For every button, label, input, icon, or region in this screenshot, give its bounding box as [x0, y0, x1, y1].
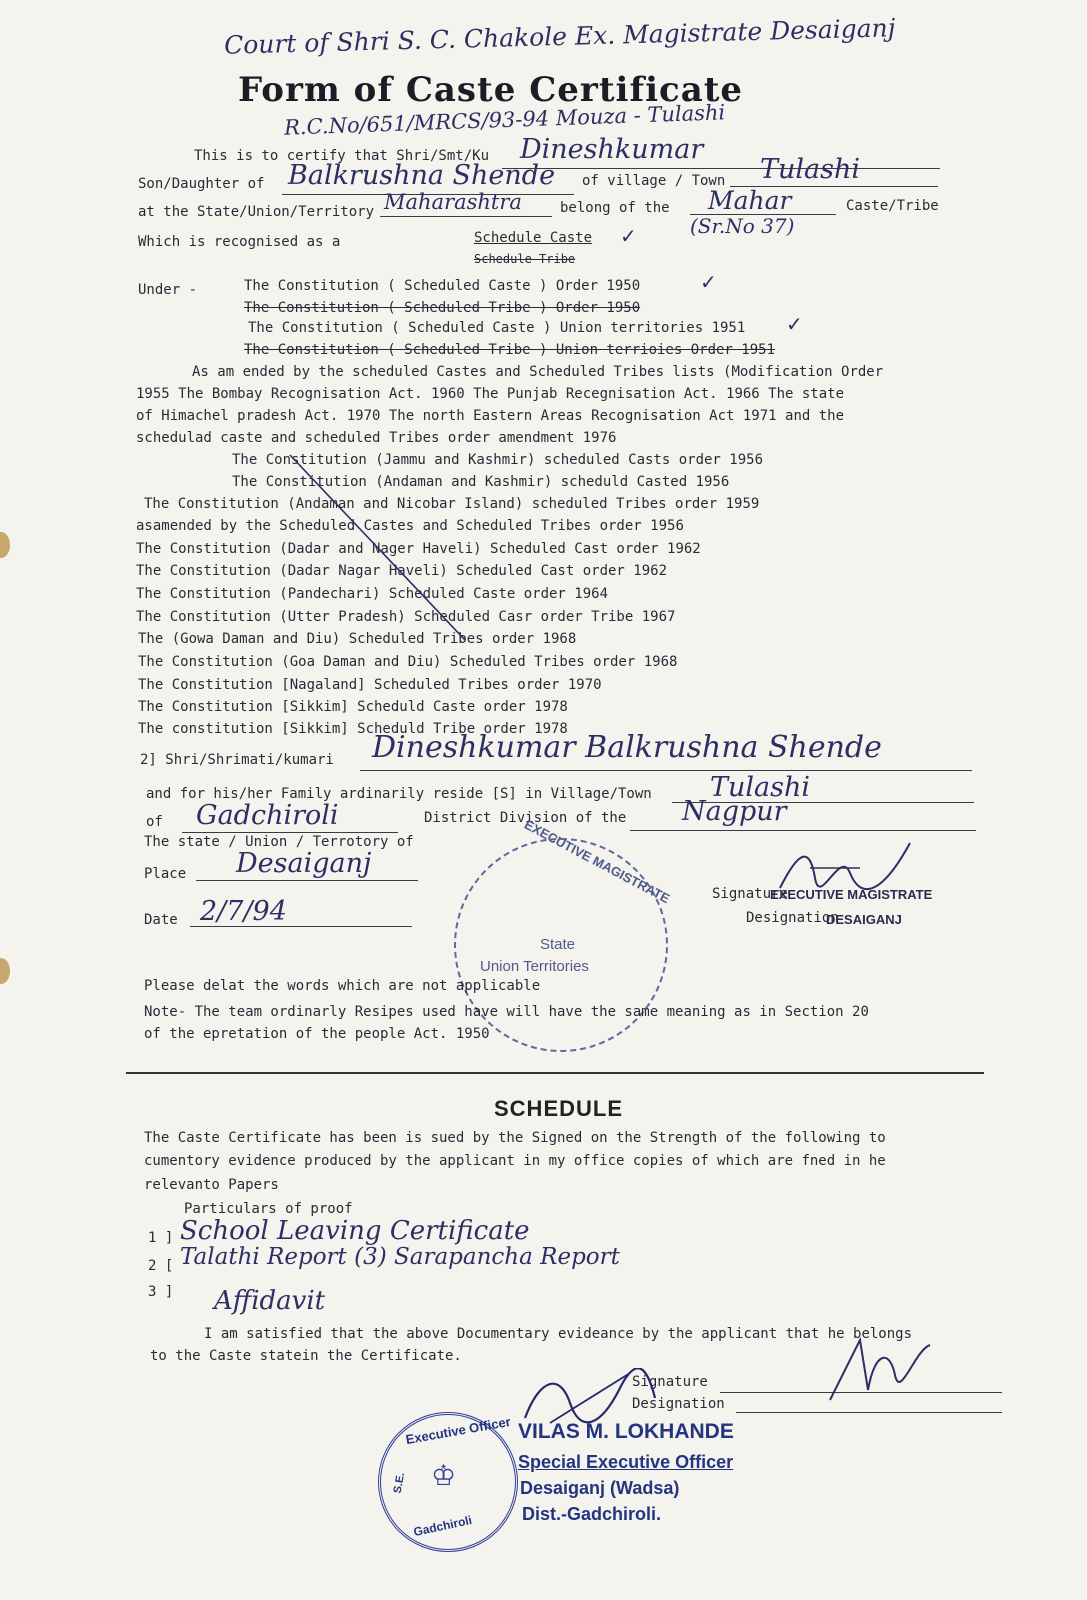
officer-name: VILAS M. LOKHANDE: [518, 1420, 734, 1443]
schedule-tribe-struck: Schedule Tribe: [474, 252, 576, 266]
signature-label: Signature: [712, 886, 788, 902]
schedule-para: The Caste Certificate has been is sued by the Signed on the Strength of the following to: [144, 1130, 886, 1146]
caste-value: Mahar: [708, 186, 792, 215]
place-label: Place: [144, 866, 187, 882]
officer-place: Desaiganj (Wadsa): [520, 1478, 680, 1498]
signature-label: Signature: [632, 1374, 708, 1390]
divider: [126, 1072, 984, 1074]
state-territory-label: The state / Union / Terrotory of: [144, 834, 414, 850]
schedule-para: relevanto Papers: [144, 1177, 279, 1193]
order-tribe-1950-struck: The Constitution ( Scheduled Tribe ) Order 1950: [244, 300, 641, 316]
certify-label: This is to certify that Shri/Smt/Ku: [194, 148, 490, 164]
seal-bottom-text: Gadchiroli: [412, 1512, 474, 1540]
reside-village: Tulashi: [710, 772, 811, 803]
proof-number: 2 [: [148, 1258, 174, 1274]
applicant-name: Dineshkumar: [520, 134, 704, 165]
punch-hole: [0, 958, 10, 984]
designation-label: Designation: [632, 1396, 725, 1412]
order-union-1951: The Constitution ( Scheduled Caste ) Union territories 1951: [248, 320, 746, 336]
order-item: The Constitution (Jammu and Kashmir) scheduled Casts order 1956: [232, 452, 764, 468]
fullname-value: Dineshkumar Balkrushna Shende: [372, 730, 882, 765]
proof-number: 3 ]: [148, 1284, 174, 1300]
order-item: The Constitution [Sikkim] Scheduld Caste order 1978: [138, 699, 568, 715]
division-line: [630, 830, 976, 831]
proof-number: 1 ]: [148, 1230, 174, 1246]
check-mark-icon: ✓: [700, 270, 717, 294]
amended-line: As am ended by the scheduled Castes and Scheduled Tribes lists (Modification Order: [192, 364, 884, 380]
under-label: Under -: [138, 282, 198, 298]
division-label: District Division of the: [424, 810, 627, 826]
amended-line: 1955 The Bombay Recognisation Act. 1960 The Punjab Recegnisation Act. 1966 The state: [136, 386, 845, 402]
proof-item: Talathi Report (3) Sarapancha Report: [180, 1244, 620, 1270]
order-item: The Constitution (Pandechari) Scheduled Caste order 1964: [136, 586, 609, 602]
place-line: [196, 880, 418, 881]
order-item: The Constitution (Dadar Nagar Haveli) Scheduled Cast order 1962: [136, 563, 668, 579]
note-line: Note- The team ordinarly Resipes used have will have the same meaning as in Section 20: [144, 1004, 869, 1020]
caste-code: (Sr.No 37): [690, 214, 795, 238]
proof-item: School Leaving Certificate: [180, 1216, 530, 1246]
state-value: Maharashtra: [384, 190, 522, 214]
order-tribe-union-struck: The Constitution ( Scheduled Tribe ) Union terrioies Order 1951: [244, 342, 776, 358]
belong-label: belong of the: [560, 200, 670, 216]
name-line: [502, 168, 940, 169]
village-value: Tulashi: [760, 154, 861, 185]
amended-line: of Himachel pradesh Act. 1970 The north Eastern Areas Recognisation Act 1971 and the: [136, 408, 845, 424]
satisfied-text: to the Caste statein the Certificate.: [150, 1348, 462, 1364]
seal-side-text: S.E.: [391, 1471, 408, 1495]
parent-label: Son/Daughter of: [138, 176, 265, 192]
date-value: 2/7/94: [200, 896, 287, 927]
delete-note: Please delat the words which are not applicable: [144, 978, 541, 994]
pen-stroke-icon: [280, 450, 480, 650]
officer-seal: [378, 1412, 518, 1552]
designation-line: [736, 1412, 1002, 1413]
of-label: of: [146, 814, 163, 830]
proof-item: Affidavit: [214, 1286, 326, 1316]
district-line: [182, 832, 398, 833]
order-item: The Constitution [Nagaland] Scheduled Tribes order 1970: [138, 677, 602, 693]
check-mark-icon: ✓: [620, 224, 637, 248]
order-item: asamended by the Scheduled Castes and Scheduled Tribes order 1956: [136, 518, 684, 534]
check-mark-icon: ✓: [786, 312, 803, 336]
reside-label: and for his/her Family ardinarily reside [S] in Village/Town: [146, 786, 652, 802]
document-title: Form of Caste Certificate: [238, 70, 744, 110]
order-item: The Constitution (Goa Daman and Diu) Scheduled Tribes order 1968: [138, 654, 678, 670]
parent-name: Balkrushna Shende: [288, 160, 556, 191]
order-item: The Constitution (Utter Pradesh) Scheduled Casr order Tribe 1967: [136, 609, 676, 625]
punch-hole: [0, 532, 10, 558]
order-item: The Constitution (Dadar and Nager Haveli) Scheduled Cast order 1962: [136, 541, 701, 557]
schedule-title: SCHEDULE: [494, 1096, 624, 1121]
state-line: [380, 216, 552, 217]
particulars-label: Particulars of proof: [184, 1201, 353, 1217]
note-line: of the epretation of the people Act. 1950: [144, 1026, 490, 1042]
magistrate-signature-icon: [820, 1330, 940, 1410]
reference-line: R.C.No/651/MRCS/93-94 Mouza - Tulashi: [283, 100, 726, 140]
seal-union: Union Territories: [480, 958, 589, 975]
seal-arc-text: EXECUTIVE MAGISTRATE: [521, 816, 673, 907]
district-value: Gadchiroli: [196, 800, 339, 831]
order-item: The Constitution (Andaman and Kashmir) scheduld Casted 1956: [232, 474, 730, 490]
schedule-caste: Schedule Caste: [474, 230, 593, 246]
court-line: Court of Shri S. C. Chakole Ex. Magistrate Desaiganj: [223, 13, 896, 60]
recognised-label: Which is recognised as a: [138, 234, 341, 250]
division-value: Nagpur: [682, 796, 787, 827]
satisfied-text: I am satisfied that the above Documentary evideance by the applicant that he belongs: [204, 1326, 913, 1342]
order-1950: The Constitution ( Scheduled Caste ) Order 1950: [244, 278, 641, 294]
officer-title: Special Executive Officer: [518, 1452, 734, 1472]
state-label: at the State/Union/Territory: [138, 204, 375, 220]
section2-label: 2] Shri/Shrimati/kumari: [140, 752, 334, 768]
fullname-line: [360, 770, 972, 771]
amended-line: schedulad caste and scheduled Tribes order amendment 1976: [136, 430, 617, 446]
order-item: The constitution [Sikkim] Scheduld Tribe order 1978: [138, 721, 568, 737]
caste-tribe-label: Caste/Tribe: [846, 198, 939, 214]
officer-district: Dist.-Gadchiroli.: [522, 1504, 662, 1524]
designation-label: Designation: [746, 910, 839, 926]
seal-state: State: [540, 936, 576, 953]
order-item: The (Gowa Daman and Diu) Scheduled Tribes order 1968: [138, 631, 577, 647]
order-item: The Constitution (Andaman and Nicobar Island) scheduled Tribes order 1959: [144, 496, 760, 512]
seal-arc-text: Executive Officer: [404, 1413, 512, 1448]
village-label: of village / Town: [582, 173, 726, 189]
schedule-para: cumentory evidence produced by the applicant in my office copies of which are fned in he: [144, 1153, 886, 1169]
date-label: Date: [144, 912, 178, 928]
emblem-icon: ♔: [431, 1460, 457, 1491]
place-value: Desaiganj: [236, 848, 372, 879]
signature-stamp: EXECUTIVE MAGISTRATE: [770, 887, 933, 902]
designation-stamp: DESAIGANJ: [826, 912, 902, 927]
